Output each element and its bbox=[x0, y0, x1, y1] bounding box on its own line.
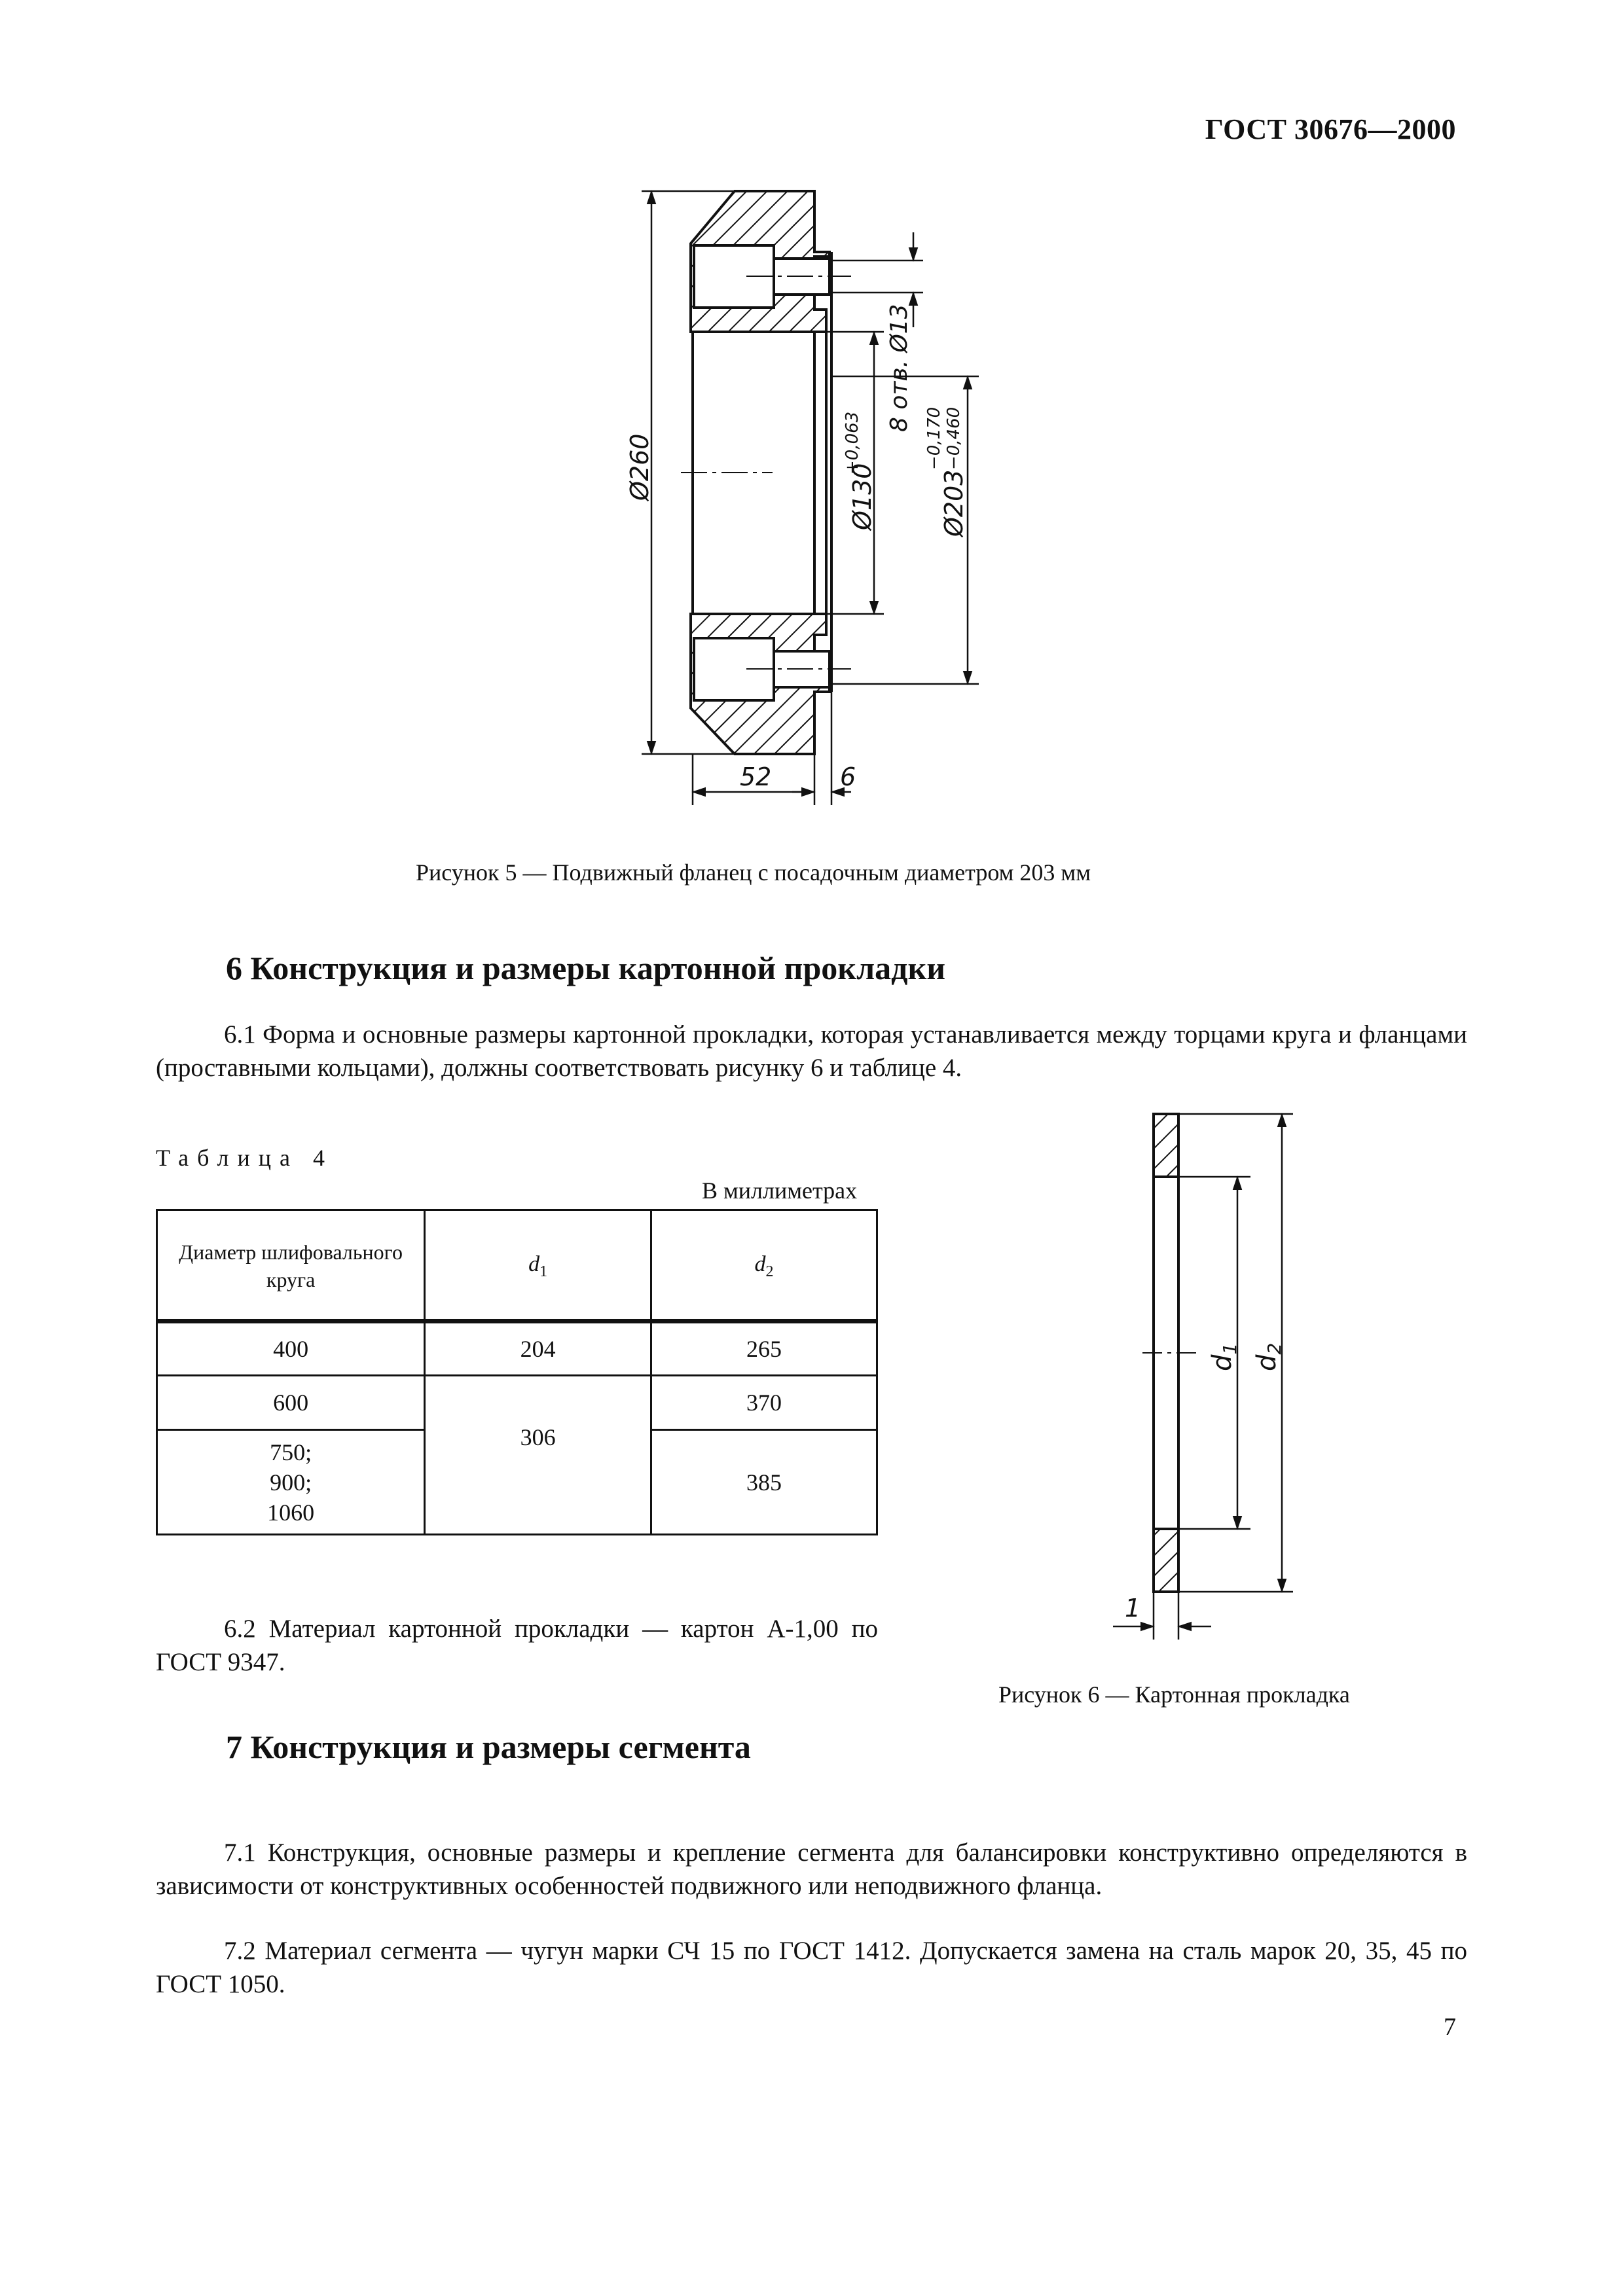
table-row bbox=[157, 1376, 877, 1430]
cell-d2: 265 bbox=[651, 1321, 877, 1376]
section7-paragraph-1: 7.1 Конструкция, основные размеры и крепление сегмента для балансировки конструктивно определяются в зависимости от конструктивных особенностей подвижного или неподвижного фланца. bbox=[156, 1839, 1467, 1900]
section6-heading: 6 Конструкция и размеры картонной прокладки bbox=[226, 950, 946, 986]
table4-label: Таблица 4 bbox=[156, 1145, 333, 1171]
cell-diameter: 400 bbox=[157, 1321, 425, 1376]
dim-w6: 6 bbox=[840, 762, 856, 791]
section7-heading: 7 Конструкция и размеры сегмента bbox=[226, 1729, 751, 1765]
dim-d203-tol-upper: −0,170 bbox=[924, 406, 944, 470]
figure6-dim-labels bbox=[1125, 1343, 1285, 1623]
figure6-caption: Рисунок 6 — Картонная прокладка bbox=[998, 1681, 1350, 1708]
figure6-dimensions bbox=[1113, 1114, 1293, 1640]
header-diameter: Диаметр шлифовального круга bbox=[157, 1210, 425, 1321]
dim-d203: Ø203 bbox=[939, 469, 968, 537]
figure5-caption: Рисунок 5 — Подвижный фланец с посадочным диаметром 203 мм bbox=[416, 859, 1091, 886]
dim-thickness: 1 bbox=[1125, 1594, 1141, 1623]
dim-d2: $d_2$ bbox=[1252, 1342, 1285, 1371]
dim-holes: 8 отв. Ø13 bbox=[886, 304, 913, 432]
table4 bbox=[156, 1209, 878, 1535]
header-d1: $d_1$ bbox=[425, 1210, 651, 1321]
table-header-row bbox=[157, 1210, 877, 1321]
cell-d2: 370 bbox=[651, 1376, 877, 1430]
section7-paragraph-2: 7.2 Материал сегмента — чугун марки СЧ 15 по ГОСТ 1412. Допускается замена на сталь марок 20, 35, 45 по ГОСТ 1050. bbox=[156, 1937, 1467, 1998]
dim-d130-tol: +0,063 bbox=[843, 411, 862, 475]
section6-paragraph-1: 6.1 Форма и основные размеры картонной прокладки, которая устанавливается между торцами круга и фланцами (проставными кольцами), должны соответствовать рисунку 6 и таблице 4. bbox=[156, 1020, 1467, 1082]
cell-d1-merged: 306 bbox=[425, 1376, 651, 1535]
cell-d2: 385 bbox=[651, 1430, 877, 1535]
dim-d1: $d_1$ bbox=[1207, 1342, 1241, 1371]
cell-d1: 204 bbox=[425, 1321, 651, 1376]
dim-d203-tol-lower: −0,460 bbox=[944, 406, 964, 470]
figure6-drawing bbox=[1142, 1114, 1198, 1592]
section6-paragraph-2: 6.2 Материал картонной прокладки — картон А-1,00 по ГОСТ 9347. bbox=[156, 1615, 878, 1676]
page-number: 7 bbox=[1444, 2013, 1456, 2041]
dim-d130: Ø130 bbox=[848, 463, 877, 530]
dim-d260: Ø260 bbox=[625, 433, 654, 501]
header-d2: $d_2$ bbox=[651, 1210, 877, 1321]
dim-w52: 52 bbox=[740, 762, 772, 791]
table-row bbox=[157, 1321, 877, 1376]
cell-diameter: 600 bbox=[157, 1376, 425, 1430]
cell-diameter-multi: 750; 900; 1060 bbox=[157, 1430, 425, 1535]
table4-units: В миллиметрах bbox=[702, 1177, 858, 1204]
document-header: ГОСТ 30676—2000 bbox=[1205, 113, 1456, 145]
figure5-drawing bbox=[681, 191, 851, 754]
